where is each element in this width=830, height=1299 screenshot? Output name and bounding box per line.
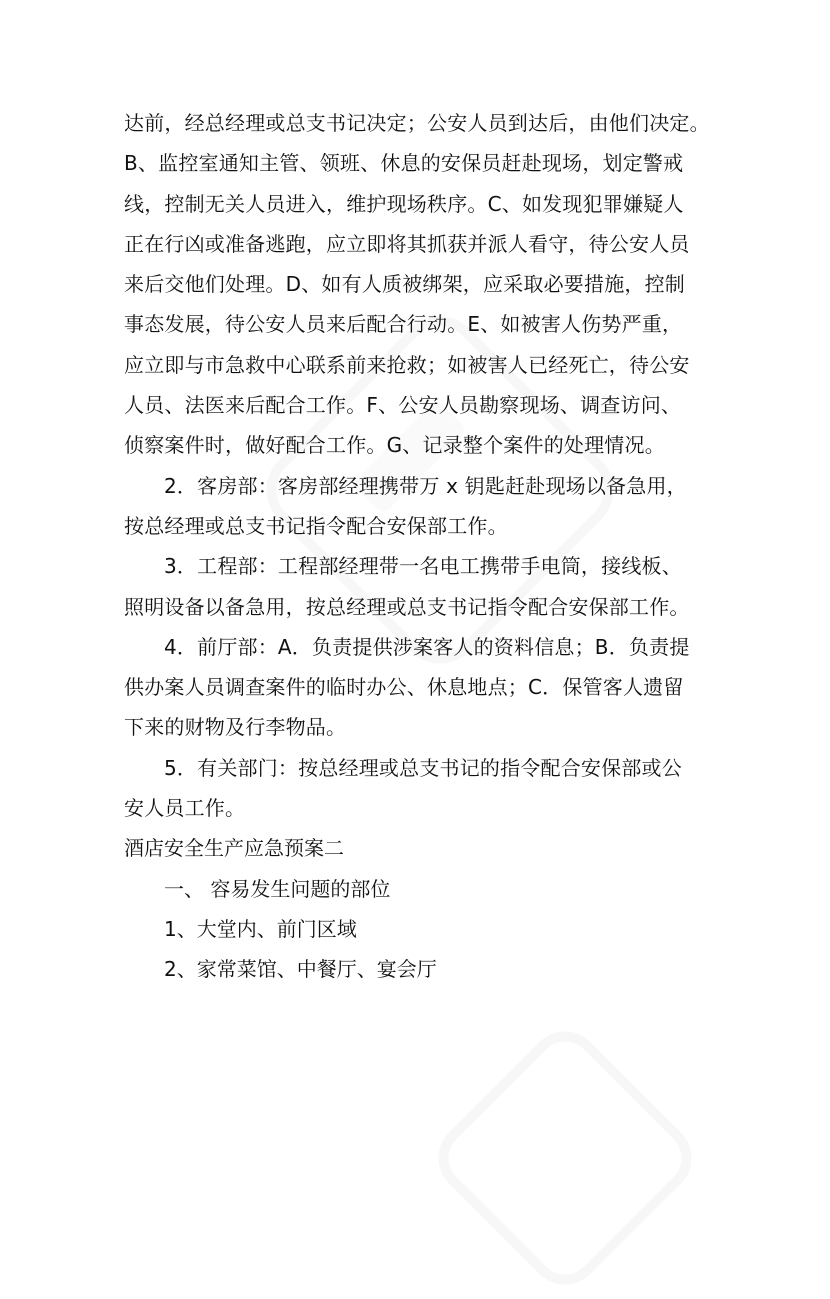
watermark-shape bbox=[424, 1017, 707, 1299]
text-line: 4．前厅部：A．负责提供涉案客人的资料信息；B．负责提 bbox=[164, 634, 690, 659]
text-line: 正在行凶或准备逃跑，应立即将其抓获并派人看守，待公安人员 bbox=[124, 231, 690, 256]
text-line: 按总经理或总支书记指令配合安保部工作。 bbox=[124, 513, 508, 538]
text-line: 事态发展，待公安人员来后配合行动。E、如被害人伤势严重， bbox=[124, 312, 683, 337]
paragraph-item-5 bbox=[124, 748, 714, 829]
text-line: 应立即与市急救中心联系前来抢救；如被害人已经死亡，待公安 bbox=[124, 352, 690, 377]
text-line: 人员、法医来后配合工作。F、公安人员勘察现场、调查访问、 bbox=[124, 393, 682, 418]
text-line: 照明设备以备急用，按总经理或总支书记指令配合安保部工作。 bbox=[124, 594, 690, 619]
document-body bbox=[124, 103, 714, 990]
paragraph-item-3 bbox=[124, 546, 714, 627]
text-line: 5．有关部门：按总经理或总支书记的指令配合安保部或公 bbox=[164, 755, 682, 780]
text-line: B、监控室通知主管、领班、休息的安保员赶赴现场，划定警戒 bbox=[124, 151, 684, 176]
paragraph-intro bbox=[124, 103, 714, 466]
text-line: 达前，经总经理或总支书记决定；公安人员到达后，由他们决定。 bbox=[124, 111, 710, 135]
text-line: 2．客房部：客房部经理携带万 x 钥匙赶赴现场以备急用， bbox=[164, 473, 687, 498]
text-line: 供办案人员调查案件的临时办公、休息地点；C．保管客人遗留 bbox=[124, 675, 684, 700]
text-line: 线，控制无关人员进入，维护现场秩序。C、如发现犯罪嫌疑人 bbox=[124, 191, 684, 216]
section-heading: 一、 容易发生问题的部位 bbox=[164, 876, 391, 901]
text-line: 3．工程部：工程部经理带一名电工携带手电筒，接线板、 bbox=[164, 554, 682, 579]
text-line: 侦察案件时，做好配合工作。G、记录整个案件的处理情况。 bbox=[124, 433, 665, 458]
text-line: 来后交他们处理。D、如有人质被绑架，应采取必要措施，控制 bbox=[124, 272, 685, 297]
text-line: 下来的财物及行李物品。 bbox=[124, 715, 347, 740]
document-title: 酒店安全生产应急预案二 bbox=[124, 836, 344, 861]
paragraph-item-2 bbox=[124, 466, 714, 547]
list-item: 1、大堂内、前门区域 bbox=[164, 916, 357, 941]
paragraph-item-4 bbox=[124, 627, 714, 748]
text-line: 安人员工作。 bbox=[124, 796, 246, 821]
list-item: 2、家常菜馆、中餐厅、宴会厅 bbox=[164, 957, 437, 982]
